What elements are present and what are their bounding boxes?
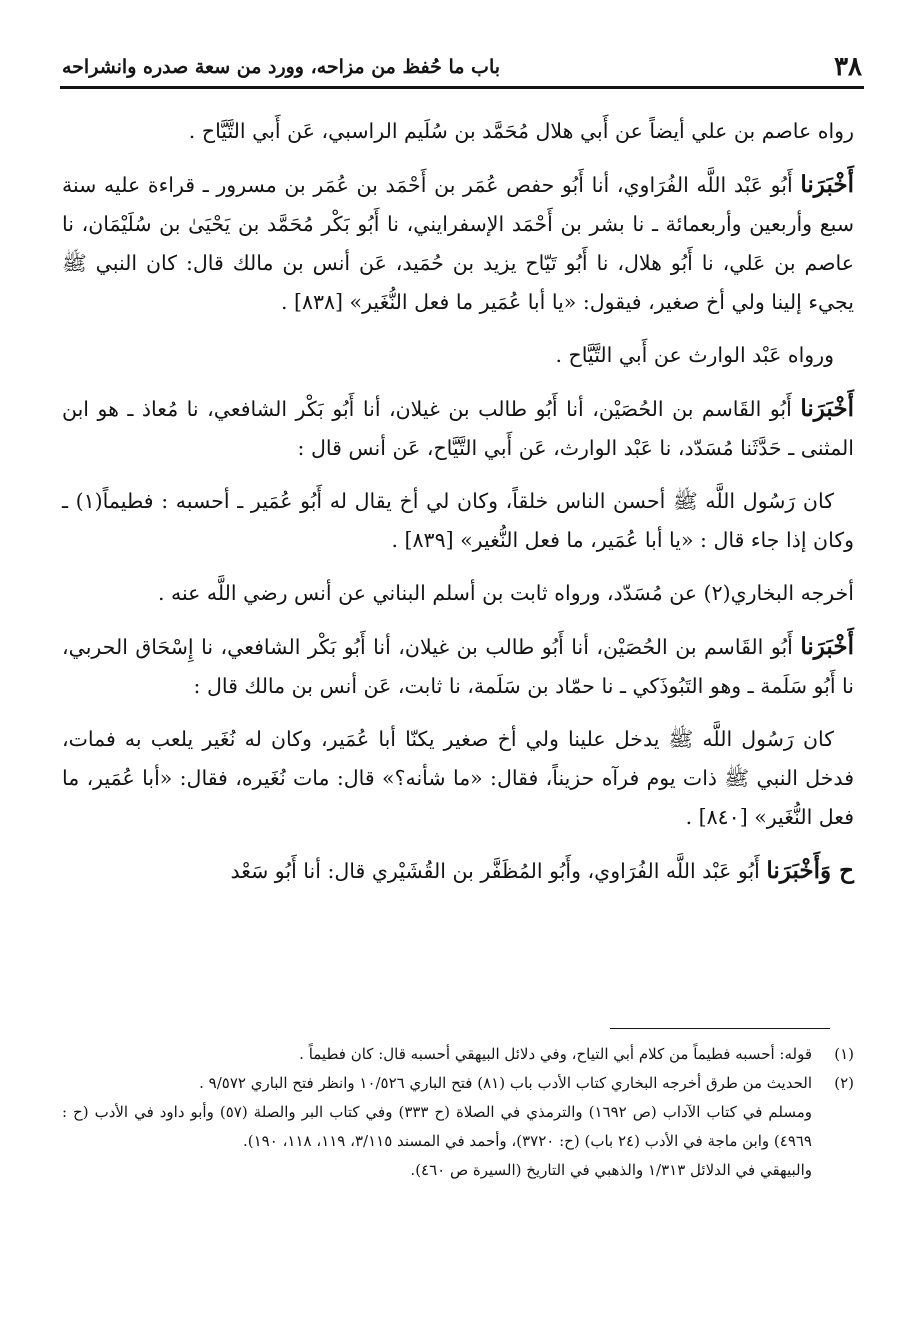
footnote-text: والبيهقي في الدلائل ١/٣١٣ والذهبي في التاريخ (السيرة ص ٤٦٠). — [410, 1161, 812, 1179]
paragraph — [62, 851, 854, 891]
paragraph — [62, 574, 854, 613]
paragraph-text: أَبُو القَاسم بن الحُصَيْن، أنا أَبُو طالب بن غيلان، أنا أَبُو بَكْر الشافعي، نا إِسْحَاق الحربي، نا أَبُو سَلَمة ـ وهو التَبُوذَكي ـ نا حمّاد بن سَلَمة، نا ثابت، عَن أنس بن مالك قال : — [62, 635, 854, 698]
header-rule — [60, 86, 864, 89]
footnote-continuation — [62, 1156, 854, 1185]
page-number: ٣٨ — [834, 52, 862, 82]
paragraph-text: رواه عاصم بن علي أيضاً عن أَبي هلال مُحَمَّد بن سُلَيم الراسبي، عَن أَبي التَّيَّاح . — [188, 119, 854, 143]
paragraph-lead: أَخْبَرَنا — [800, 395, 854, 422]
footnote-number: (٢) — [834, 1074, 854, 1092]
paragraph-lead: أَخْبَرَنا — [800, 633, 854, 660]
paragraph-text: كان رَسُول اللَّه ﷺ أحسن الناس خلقاً، وكان لي أخ يقال له أَبُو عُمَير ـ أحسبه : فطيماً(١) ـ وكان إذا جاء قال : «يا أبا عُمَير، ما فعل النُّغير» [٨٣٩] . — [62, 489, 854, 552]
main-text — [62, 112, 854, 905]
paragraph — [62, 336, 854, 375]
footnote-continuation — [62, 1098, 854, 1156]
footnotes — [62, 1040, 854, 1185]
paragraph-text: أخرجه البخاري(٢) عن مُسَدّد، ورواه ثابت بن أسلم البناني عن أنس رضي اللَّه عنه . — [157, 581, 854, 605]
paragraph — [62, 482, 854, 560]
paragraph — [62, 165, 854, 322]
paragraph — [62, 112, 854, 151]
paragraph-text: ورواه عَبْد الوارث عن أَبي التَّيَّاح . — [555, 343, 834, 367]
footnote — [62, 1040, 854, 1069]
footnote — [62, 1069, 854, 1098]
paragraph — [62, 389, 854, 468]
paragraph-text: أَبُو عَبْد اللَّه الفُرَاوي، وأَبُو المُظَفَّر بن القُشَيْري قال: أنا أَبُو سَعْد — [230, 859, 760, 883]
footnote-text: قوله: أحسبه فطيماً من كلام أبي التياح، وفي دلائل البيهقي أحسبه قال: كان فطيماً . — [299, 1045, 812, 1063]
footnote-rule — [610, 1028, 830, 1029]
paragraph-lead: أَخْبَرَنا — [800, 171, 854, 198]
paragraph-text: أَبُو القَاسم بن الحُصَيْن، أنا أَبُو طالب بن غيلان، أنا أَبُو بَكْر الشافعي، نا مُعاذ ـ هو ابن المثنى ـ حَدَّثَنا مُسَدّد، نا عَبْد الوارث، عَن أَبي التَّيَّاح، عَن أنس قال : — [62, 397, 854, 460]
paragraph — [62, 720, 854, 837]
chapter-title: باب ما حُفظ من مزاحه، وورد من سعة صدره وانشراحه — [62, 56, 501, 78]
footnote-number: (١) — [834, 1045, 854, 1063]
footnote-text: ومسلم في كتاب الآداب (ص ١٦٩٢) والترمذي في الصلاة (ح ٣٣٣) وفي كتاب البر والصلة (٥٧) وأبو داود في الأدب (ح : ٤٩٦٩) وابن ماجة في الأدب (٢٤ باب) (ح: ٣٧٢٠)، وأحمد في المسند ٣/١١٥، ١١٩، ١١٨، ١٩٠). — [62, 1103, 813, 1150]
footnote-text: الحديث من طرق أخرجه البخاري كتاب الأدب باب (٨١) فتح الباري ١٠/٥٢٦ وانظر فتح الباري ٩/٥٧٢ . — [199, 1074, 812, 1092]
paragraph-lead: ح وَأَخْبَرَنا — [766, 857, 854, 884]
running-header — [62, 50, 862, 84]
paragraph-text: كان رَسُول اللَّه ﷺ يدخل علينا ولي أخ صغير يكنّا أبا عُمَير، وكان له نُغَير يلعب به فمات، فدخل النبي ﷺ ذات يوم فرآه حزيناً، فقال: «ما شأنه؟» قال: مات نُغَيره، فقال: «أبا عُمَير، ما فعل النُّغَير» [٨٤٠] . — [62, 727, 854, 829]
paragraph-text: أَبُو عَبْد اللَّه الفُرَاوي، أنا أَبُو حفص عُمَر بن أَحْمَد بن عُمَر بن مسرور ـ قراءة عليه سنة سبع وأربعين وأربعمائة ـ نا بشر بن أَحْمَد الإسفرايني، نا أَبُو بَكْر مُحَمَّد بن يَحْيَىٰ بن سُلَيْمَان، نا عاصم بن عَلي، نا أَبُو هلال، نا أَبُو تَيّاح يزيد بن حُمَيد، عَن أنس بن مالك قال: كان النبي ﷺ يجيء إلينا ولي أخ صغير، فيقول: «يا أبا عُمَير ما فعل النُّغَير» [٨٣٨] . — [62, 173, 854, 314]
paragraph — [62, 627, 854, 706]
